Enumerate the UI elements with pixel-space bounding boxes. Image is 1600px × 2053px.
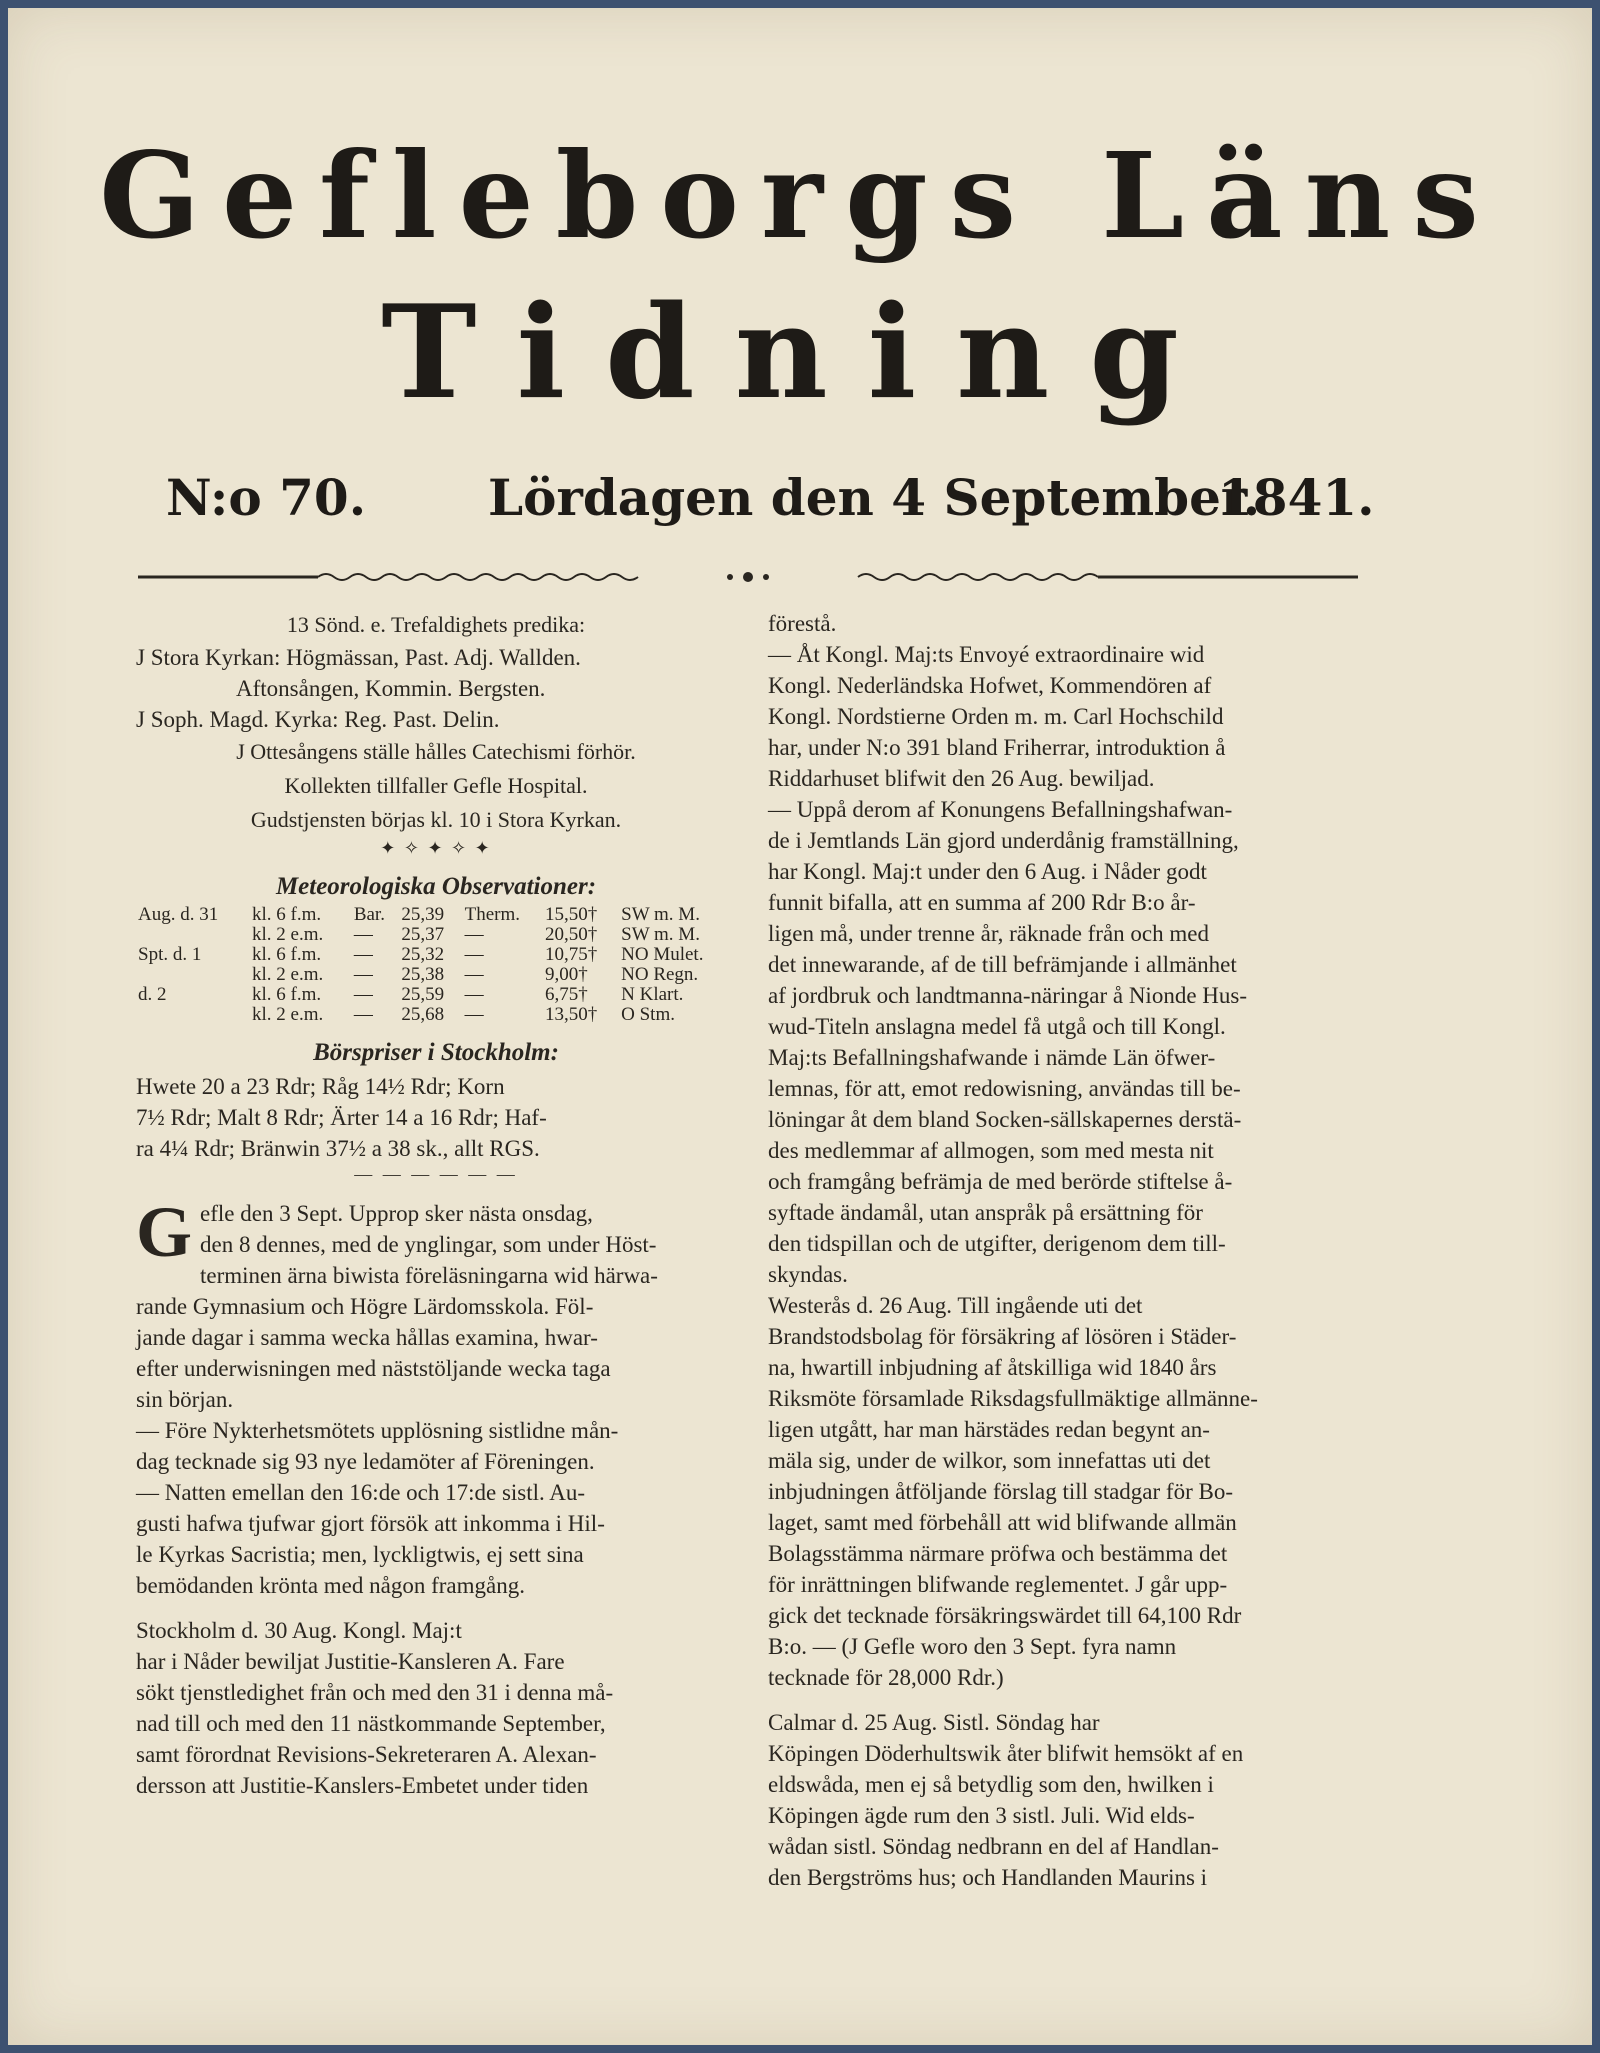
meteo-cell: 15,50†	[545, 904, 598, 925]
prices-line: 7½ Rdr; Malt 8 Rdr; Ärter 14 a 16 Rdr; Haf-	[136, 1105, 547, 1130]
article-calmar	[768, 1707, 1368, 1893]
text-line: B:o. — (J Gefle woro den 3 Sept. fyra namn	[768, 1634, 1177, 1659]
meteo-cell	[136, 925, 250, 945]
text-line: den Bergströms hus; och Handlanden Maurins i	[768, 1865, 1208, 1890]
meteo-cell: —	[464, 964, 484, 985]
text-line: dag tecknade sig 93 nye ledamöter af Föreningen.	[136, 1449, 595, 1474]
meteo-cell: —	[353, 944, 373, 965]
text-line: Westerås d. 26 Aug. Till ingående uti det	[768, 1293, 1143, 1318]
text-line: efle den 3 Sept. Upprop sker nästa onsdag,	[200, 1201, 593, 1226]
text-line: och framgång befrämja de med berörde stiftelse å-	[768, 1169, 1233, 1194]
meteo-cell: Aug. d. 31	[138, 904, 219, 925]
masthead-line-1: Gefleborgs Läns	[99, 126, 1501, 265]
sermon-line: J Stora Kyrkan: Högmässan, Past. Adj. Wallden.	[136, 645, 581, 670]
text-line: Calmar d. 25 Aug. Sistl. Söndag har	[768, 1710, 1100, 1735]
meteo-cell: —	[464, 984, 484, 1005]
text-line: funnit bifalla, att en summa af 200 Rdr B:o år-	[768, 890, 1196, 915]
text-line: Kongl. Nordstierne Orden m. m. Carl Hochschild	[768, 704, 1224, 729]
prices-heading: Börspriser i Stockholm:	[313, 1039, 559, 1066]
left-column	[136, 608, 736, 1801]
text-line: Bolagsstämma närmare pröfwa och bestämma det	[768, 1541, 1228, 1566]
text-line: — Åt Kongl. Maj:ts Envoyé extraordinaire wid	[768, 642, 1205, 667]
text-line: efter underwisningen med näststöljande wecka taga	[136, 1356, 611, 1381]
text-line: Brandstodsbolag för försäkring af lösören i Städer-	[768, 1324, 1237, 1349]
text-line: lemnas, för att, emot redowisning, användas till be-	[768, 1076, 1241, 1101]
meteo-cell: kl. 2 e.m.	[251, 924, 324, 945]
prices-line: Hwete 20 a 23 Rdr; Råg 14½ Rdr; Korn	[136, 1074, 505, 1099]
meteo-cell: NO Mulet.	[621, 944, 704, 965]
text-line: den tidspillan och de utgifter, derigenom dem till-	[768, 1231, 1226, 1256]
text-line: samt förordnat Revisions-Sekreteraren A. Alexan-	[136, 1742, 597, 1767]
sermon-line: Gudstjensten börjas kl. 10 i Stora Kyrkan.	[250, 807, 622, 832]
text-line: har, under N:o 391 bland Friherrar, introduktion å	[768, 735, 1226, 760]
meteo-cell: 9,00†	[545, 964, 588, 985]
meteo-table	[136, 905, 736, 1025]
text-line: sin början.	[136, 1387, 234, 1412]
article-gefle-notices	[136, 1415, 736, 1601]
meteo-cell: kl. 2 e.m.	[251, 1004, 324, 1025]
issue-number: N:o 70.	[166, 468, 367, 527]
sermon-line: Kollekten tillfaller Gefle Hospital.	[284, 773, 588, 798]
text-line: af jordbruk och landtmanna-näringar å Nionde Hus-	[768, 983, 1248, 1008]
meteo-row	[136, 905, 736, 925]
meteo-cell: Spt. d. 1	[138, 944, 202, 965]
issue-date: Lördagen den 4 September.	[488, 468, 1261, 527]
meteo-cell: N Klart.	[621, 984, 684, 1005]
ornament: ✦ ✧ ✦ ✧ ✦	[380, 838, 492, 858]
text-line: nad till och med den 11 nästkommande September,	[136, 1711, 606, 1736]
meteo-cell: O Stm.	[621, 1004, 675, 1025]
drop-cap: G	[136, 1192, 193, 1272]
newspaper-page	[8, 8, 1592, 2045]
text-line: det innewarande, af de till befrämjande i allmänhet	[768, 952, 1237, 977]
meteo-row	[136, 1005, 736, 1025]
meteo-cell: kl. 6 f.m.	[251, 944, 322, 965]
text-line: laget, samt med förbehåll att wid blifwande allmän	[768, 1510, 1237, 1535]
text-line: Maj:ts Befallningshafwande i nämde Län öfwer-	[768, 1045, 1216, 1070]
text-line: bemödanden krönta med någon framgång.	[136, 1573, 525, 1598]
meteo-row	[136, 945, 736, 965]
text-line: wud-Titeln anslagna medel få utgå och till Kongl.	[768, 1014, 1226, 1039]
meteo-cell	[136, 1005, 250, 1025]
article-envoye	[768, 608, 1368, 794]
prices-line: ra 4¼ Rdr; Bränwin 37½ a 38 sk., allt RGS.	[136, 1136, 540, 1161]
text-line: tecknade för 28,000 Rdr.)	[768, 1665, 1004, 1690]
article-westeras	[768, 1290, 1368, 1693]
meteo-cell: 20,50†	[545, 924, 598, 945]
sermon-line: J Ottesångens ställe hålles Catechismi förhör.	[236, 739, 636, 764]
meteo-cell: kl. 2 e.m.	[251, 964, 324, 985]
text-line: har i Nåder bewiljat Justitie-Kansleren A. Fare	[136, 1649, 565, 1674]
meteo-cell: 13,50†	[545, 1004, 598, 1025]
sermon-line: Aftonsången, Kommin. Bergsten.	[236, 676, 546, 701]
text-line: — Uppå derom af Konungens Befallningshafwan-	[768, 797, 1233, 822]
meteo-cell: —	[353, 964, 373, 985]
text-line: na, hwartill inbjudning af åtskilliga wid 1840 års	[768, 1355, 1217, 1380]
masthead-line-2: Tidning	[381, 278, 1219, 428]
text-line: har Kongl. Maj:t under den 6 Aug. i Nåder godt	[768, 859, 1207, 884]
meteo-cell: kl. 6 f.m.	[251, 904, 322, 925]
meteo-row	[136, 925, 736, 945]
meteo-cell: Therm.	[464, 904, 521, 925]
meteo-cell: d. 2	[138, 984, 167, 1005]
meteo-row	[136, 965, 736, 985]
text-line: eldswåda, men ej så betydlig som den, hwilken i	[768, 1772, 1214, 1797]
text-line: Köpingen ägde rum den 3 sistl. Juli. Wid elds-	[768, 1803, 1195, 1828]
text-line: rande Gymnasium och Högre Lärdomsskola. Föl-	[136, 1294, 594, 1319]
meteo-cell: 6,75†	[545, 984, 588, 1005]
article-stockholm	[136, 1615, 736, 1801]
text-line: Riddarhuset blifwit den 26 Aug. bewiljad.	[768, 766, 1155, 791]
article-gefle	[136, 1192, 736, 1415]
text-line: Stockholm d. 30 Aug. Kongl. Maj:t	[136, 1618, 462, 1643]
meteo-row	[136, 985, 736, 1005]
meteo-cell: —	[353, 924, 373, 945]
ornamental-rule	[138, 570, 1358, 584]
right-column	[768, 608, 1368, 1893]
text-line: gick det tecknade försäkringswärdet till 64,100 Rdr	[768, 1603, 1242, 1628]
article-jemtland	[768, 794, 1368, 1290]
issue-year: 1841.	[1218, 468, 1375, 527]
meteo-cell: 25,59	[401, 984, 445, 1005]
text-line: — Natten emellan den 16:de och 17:de sistl. Au-	[136, 1480, 586, 1505]
meteo-cell: SW m. M.	[621, 904, 700, 925]
text-line: Köpingen Döderhultswik åter blifwit hemsökt af en	[768, 1741, 1244, 1766]
sermon-line: J Soph. Magd. Kyrka: Reg. Past. Delin.	[136, 707, 500, 732]
meteo-cell: 25,68	[401, 1004, 445, 1025]
text-line: — Före Nykterhetsmötets upplösning sistlidne mån-	[136, 1418, 619, 1443]
meteo-cell: Bar.	[353, 904, 385, 925]
text-line: den 8 dennes, med de ynglingar, som under Höst-	[200, 1232, 657, 1257]
meteo-cell: kl. 6 f.m.	[251, 984, 322, 1005]
meteo-cell: 25,39	[401, 904, 445, 925]
text-line: mäla sig, under de wilkor, som innefattas uti det	[768, 1448, 1211, 1473]
meteo-cell: NO Regn.	[621, 964, 699, 985]
text-line: ligen utgått, har man härstädes redan begynt an-	[768, 1417, 1210, 1442]
text-line: terminen ärna biwista föreläsningarna wid härwa-	[200, 1263, 658, 1288]
sermons-heading: 13 Sönd. e. Trefaldighets predika:	[286, 612, 586, 637]
text-line: Kongl. Nederländska Hofwet, Kommendören af	[768, 673, 1212, 698]
text-line: ligen må, under trenne år, räknade från och med	[768, 921, 1209, 946]
text-line: de i Jemtlands Län gjord underdånig framställning,	[768, 828, 1239, 853]
meteo-cell: SW m. M.	[621, 924, 700, 945]
meteo-cell: 10,75†	[545, 944, 598, 965]
text-line: dersson att Justitie-Kanslers-Embetet under tiden	[136, 1773, 589, 1798]
text-line: sökt tjenstledighet från och med den 31 i denna må-	[136, 1680, 614, 1705]
meteo-cell: —	[464, 1004, 484, 1025]
text-line: förestå.	[768, 611, 837, 636]
meteo-cell: —	[353, 1004, 373, 1025]
text-line: gusti hafwa tjufwar gjort försök att inkomma i Hil-	[136, 1511, 605, 1536]
text-line: syftade ändamål, utan anspråk på ersättning för	[768, 1200, 1203, 1225]
text-line: jande dagar i samma wecka hållas examina, hwar-	[136, 1325, 598, 1350]
text-line: för inrättningen blifwande reglementet. J går upp-	[768, 1572, 1228, 1597]
text-line: des medlemmar af allmogen, som med mesta nit	[768, 1138, 1214, 1163]
text-line: wådan sistl. Söndag nedbrann en del af Handlan-	[768, 1834, 1219, 1859]
text-line: löningar åt dem bland Socken-sällskapernes derstä-	[768, 1107, 1242, 1132]
meteo-cell: 25,32	[401, 944, 445, 965]
text-line: inbjudningen åtföljande förslag till stadgar för Bo-	[768, 1479, 1233, 1504]
text-line: skyndas.	[768, 1262, 848, 1287]
meteo-cell: —	[464, 944, 484, 965]
text-line: Riksmöte församlade Riksdagsfullmäktige allmänne-	[768, 1386, 1258, 1411]
meteo-cell: 25,38	[401, 964, 445, 985]
meteo-cell	[136, 965, 250, 985]
meteo-cell: —	[464, 924, 484, 945]
divider: — — — — — —	[354, 1164, 518, 1184]
meteo-cell: —	[353, 984, 373, 1005]
meteo-cell: 25,37	[401, 924, 445, 945]
text-line: le Kyrkas Sacristia; men, lyckligtwis, ej sett sina	[136, 1542, 584, 1567]
meteo-heading: Meteorologiska Observationer:	[275, 873, 597, 900]
